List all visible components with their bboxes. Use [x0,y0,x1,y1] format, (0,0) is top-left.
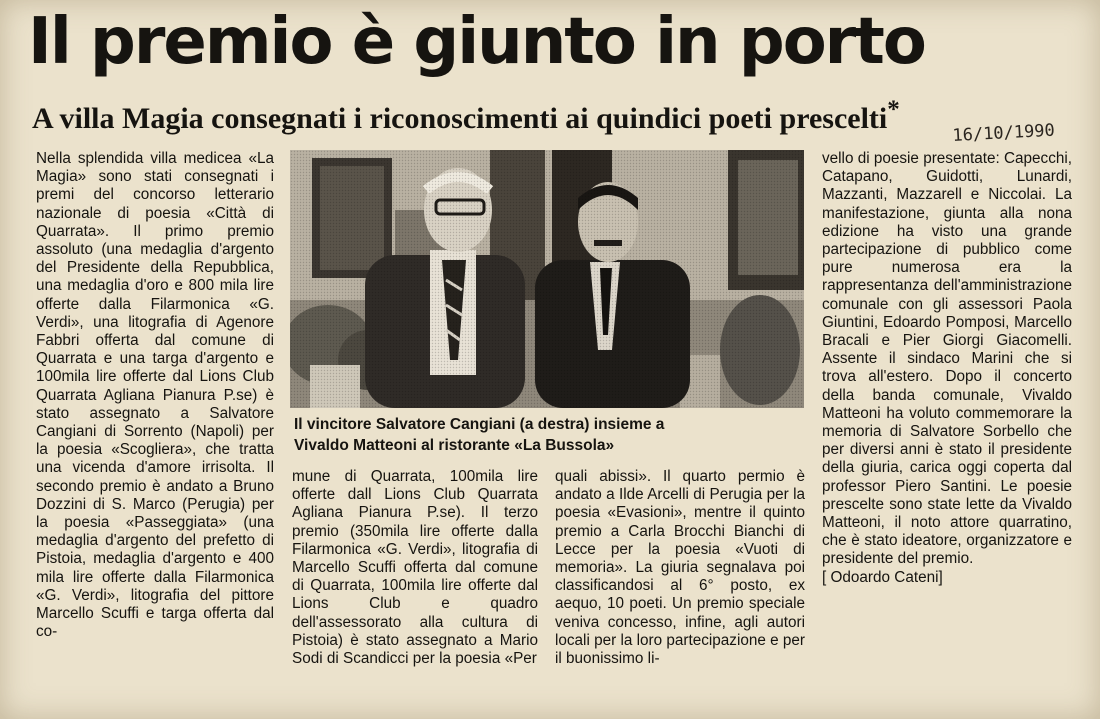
article-column-3 [555,468,805,668]
subheadline [32,90,1072,139]
subheadline-text: A villa Magia consegnati i riconoscimenti ai quindici poeti prescelti [32,102,888,135]
caption-line-2: Vivaldo Matteoni al ristorante «La Bussola» [294,437,615,454]
byline: [ Odoardo Cateni] [822,568,943,586]
caption-line-1: Il vincitore Salvatore Cangiani (a destra) insieme a [294,416,665,433]
article-photo [290,150,804,408]
subheadline-mark: * [887,96,900,123]
article-column-2 [292,468,538,668]
article-column-4 [822,150,1072,587]
headline: Il premio è giunto in porto [28,5,925,79]
column-1-text: Nella splendida villa medicea «La Magia» sono stati consegnati i premi del concorso letterario nazionale di poesia «Città di Quarrata». Il primo premio assoluto (una medaglia d'argento del Presidente della Repubblica, una medaglia d'oro e 800 mila lire offerte dalla Filarmonica «G. Verdi», una litografia di Agenore Fabbri offerta dal comune di Quarrata e una targa d'argento e 100mila lire offerte dal Lions Club Quarrata Agliana Pianura P.se) è stato assegnato a Salvatore Cangiani di Sorrento (Napoli) per la poesia «Scogliera», che tratta una vicenda d'amore irrisolta. Il secondo premio è andato a Bruno Dozzini di S. Marco (Perugia) per la poesia «Passeggiata» (una medaglia d'argento del prefetto di Pistoia, medaglia d'argento e 400 mila lire offerte dalla Filarmonica «G. Verdi», litografia del pittore Marcello Scuffi e targa offerta dal co- [36,150,274,641]
photo-illustration [290,150,804,408]
column-4-text: vello di poesie presentate: Capecchi, Catapano, Guidotti, Lunardi, Mazzanti, Mazzarell e Niccolai. La manifestazione, giunta alla nona edizione ha visto una grande partecipazione di pubblico come pure numerosa era la rappresentanza dell'amministrazione comunale con gli assessori Paola Giuntini, Edoardo Pomposi, Marcello Bracali e Pier Giorgi Giacomelli. Assente il sindaco Marini che si trova all'estero. Dopo il concerto della banda comunale, Vivaldo Matteoni ha voluto commemorare la memoria di Salvatore Sorbello che per diversi anni è stato il presidente della giuria, carica oggi coperta dal professor Piero Santini. Le poesie prescelte sono state lette da Vivaldo Matteoni, il noto attore quarratino, che è stato ideatore, organizzatore e presidente del premio. [822,150,1073,568]
column-2-text: mune di Quarrata, 100mila lire offerte dall Lions Club Quarrata Agliana Pianura P.se). Il terzo premio (350mila lire offerte dalla Filarmonica «G. Verdi», litografia di Marcello Scuffi offerta dal comune di Quarrata, 100mila lire offerte dal Lions Club e quadro dell'assessorato alla cultura di Pistoia) è stato assegnato a Mario Sodi di Scandicci per la poesia «Per [292,468,538,668]
article-column-1 [36,150,274,641]
photo-caption [294,414,804,456]
handwritten-date: 16/10/1990 [952,120,1056,146]
column-3-text: quali abissi». Il quarto permio è andato a Ilde Arcelli di Perugia per la poesia «Evasioni», mentre il quinto premio a Carla Brocchi Bianchi di Lecce per la poesia «Vuoti di memoria». La giuria segnalava poi classificandosi al 6° posto, ex aequo, 10 poeti. Un premio speciale veniva concesso, infine, agli autori locali per la loro partecipazione e per il buonissimo li- [555,468,805,668]
